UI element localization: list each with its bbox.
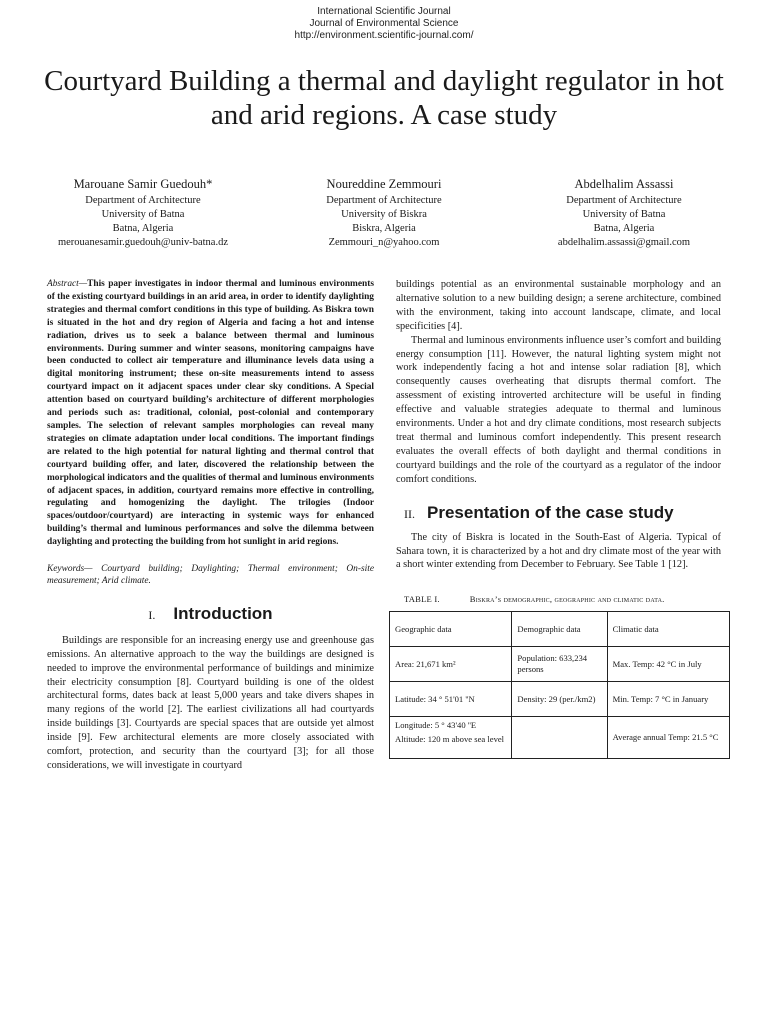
table-cell: Max. Temp: 42 °C in July [607, 647, 729, 682]
journal-subname-line: Journal of Environmental Science [309, 18, 459, 29]
intro-paragraph: Thermal and luminous environments influence user’s comfort and building energy consumption [11]. However, the natural lighting system might not work independently facing a hot and intense solar radiation [8], which consequently causes overheating that disrupts thermal comfort. The assessment of existing introverted architecture will be useful in finding effective and valuable strategies adequate to thermal and luminous environments. Under a hot and dry climate conditions, most research subjects treat thermal and luminous comfort independently. This present research evaluates the overall effects of both daylight and thermal conditions in courtyard buildings and the role of the courtyard as a regulator of the indoor comfort conditions. [396, 334, 721, 485]
table-cell: Population: 633,234 persons [512, 647, 607, 682]
table-cell: Density: 29 (per./km2) [512, 682, 607, 717]
abstract-text: This paper investigates in indoor thermal and luminous environments of the existing courtyard buildings in an arid area, in order to identify daylighting strategies and thermal comfort conditions in this type of building. As Biskra town is situated in the hot and dry region of Algeria and facing a hot and intense radiation, drives us to seek a balance between thermal and luminous environments. During summer and winter seasons, monitoring campaigns have been conducted to collect air temperature and illuminance levels data using a digital monitoring instrument; these on-site measurements intend to assess courtyard impact on it adjacent spaces under clear sky conditions. A Special attention based on courtyard building’s architecture of different morphologies and periods such as: traditional, colonial, post-colonial and contemporary samples. The selection of relevant samples morphologies can reveal many strategies on climate adaptation under local conditions. The important findings are related to the high potential for natural lighting and thermal control that courtyard building offer, and later, discovered the relationship between the morphological indicators and the qualities of thermal and luminous environments of adjacent spaces, in addition, courtyard remains more effective in controlling, regulating and homogenizing the daylight. The trilogies (Indoor spaces/outdoor/courtyard) are interacting in systemic ways for enhanced building’s thermal and luminous performances and solve the dilemma between daylighting and protecting the building from hot sunlight in arid regions. [47, 279, 374, 548]
table-cell: Area: 21,671 km² [390, 647, 512, 682]
journal-name-line: International Scientific Journal [317, 6, 451, 17]
table-cell: Min. Temp: 7 °C in January [607, 682, 729, 717]
table-header-cell: Geographic data [390, 612, 512, 647]
journal-header [0, 6, 768, 42]
author-block [264, 176, 504, 250]
author-email: abdelhalim.assassi@gmail.com [557, 237, 691, 248]
table-caption [396, 594, 721, 605]
author-email: Zemmouri_n@yahoo.com [328, 237, 440, 248]
abstract [47, 278, 374, 549]
section-title: Introduction [173, 603, 273, 623]
keywords: Keywords— Courtyard building; Daylighting; Thermal environment; On-site measurement; Arid climate. [47, 564, 374, 587]
author-university: University of Biskra [341, 209, 427, 220]
author-name: Marouane Samir Guedouh* [73, 177, 213, 191]
table-header-row [390, 612, 730, 647]
author-email: merouanesamir.guedouh@univ-batna.dz [57, 237, 229, 248]
intro-paragraph-continued: buildings potential as an environmental sustainable morphology and an alternative solution to a new building design; a serene architecture, combined with the environment, taking into account landscape, climate, and local specificities [4]. [396, 279, 721, 332]
table-header-cell: Demographic data [512, 612, 607, 647]
author-location: Batna, Algeria [593, 223, 655, 234]
author-name: Abdelhalim Assassi [574, 177, 674, 191]
section-heading-case-study [396, 501, 721, 525]
author-block [23, 176, 263, 250]
section-title: Presentation of the case study [427, 502, 674, 522]
author-location: Biskra, Algeria [352, 223, 416, 234]
author-department: Department of Architecture [85, 195, 201, 206]
table-cell: Latitude: 34 ° 51'01 ''N [390, 682, 512, 717]
table-row [390, 682, 730, 717]
table-header-cell: Climatic data [607, 612, 729, 647]
table-cell [390, 717, 512, 759]
intro-paragraph: Buildings are responsible for an increasing energy use and greenhouse gas emissions. An alternative approach to the way the buildings are designed is needed to improve the environmental performance of buildings and minimize their electricity consumption [8]. Courtyard building is one of the oldest architectural forms, dates back at least 5,000 years and take divers shapes in many regions of the world [2]. The earliest civilizations all had courtyards inside buildings [3]. Courtyards are special spaces that are outside yet almost inside [9]. Few architectural elements are more closely associated with comfort, protection, and security than the courtyard [3]; for all those considerations, we will investigate in courtyard [47, 634, 374, 771]
table-row [390, 647, 730, 682]
author-name: Noureddine Zemmouri [326, 177, 442, 191]
section-number: II. [404, 506, 415, 521]
table-caption-text: Biskra’s demographic, geographic and climatic data. [469, 594, 665, 605]
table-cell [512, 717, 607, 759]
table-cell: Average annual Temp: 21.5 °C [607, 717, 729, 759]
paper-title: Courtyard Building a thermal and daylight regulator in hot and arid regions. A case study [44, 65, 724, 131]
author-university: University of Batna [582, 209, 666, 220]
data-table [389, 611, 730, 759]
author-location: Batna, Algeria [112, 223, 174, 234]
author-department: Department of Architecture [566, 195, 682, 206]
journal-url: http://environment.scientific-journal.com/ [294, 30, 474, 41]
section-number: I. [148, 607, 156, 622]
left-column [47, 278, 374, 773]
author-department: Department of Architecture [326, 195, 442, 206]
case-study-paragraph: The city of Biskra is located in the South-East of Algeria. Typical of Sahara town, it is characterized by a hot and dry climate most of the year with a short winter extending from December to February. See Table 1 [12]. [396, 531, 721, 571]
author-university: University of Batna [101, 209, 185, 220]
right-column [396, 278, 721, 759]
abstract-lead: Abstract— [47, 279, 88, 289]
author-block [504, 176, 744, 250]
table-cell-line: Longitude: 5 ° 43'40 ''E [395, 720, 477, 731]
table-label: TABLE I. [404, 594, 440, 605]
section-heading-introduction [47, 602, 374, 626]
table-cell-line: Altitude: 120 m above sea level [395, 734, 505, 745]
table-row [390, 717, 730, 759]
